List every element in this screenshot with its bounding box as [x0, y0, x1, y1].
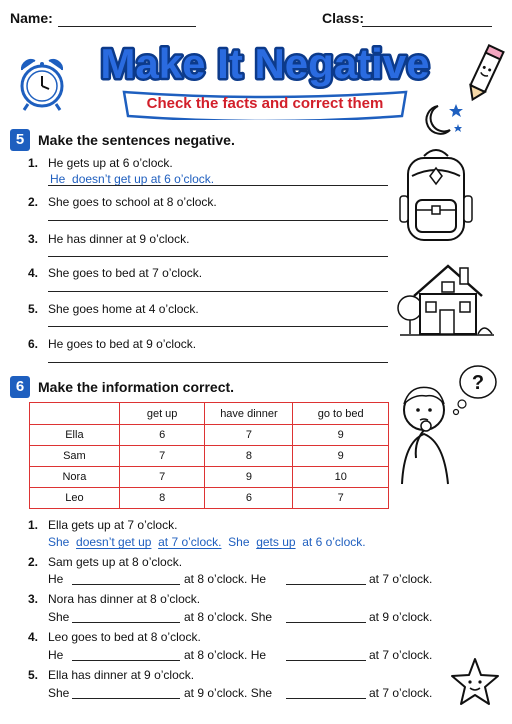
s6-item-4-e1: at 7 o’clock.: [369, 648, 433, 662]
s6-item-3-num: 3.: [28, 592, 39, 606]
table-cell: 8: [119, 488, 205, 509]
s5-item-5-text: She goes home at 4 o’clock.: [48, 302, 199, 316]
s6-item-4-text: Leo goes to bed at 8 o’clock.: [48, 630, 201, 644]
class-field[interactable]: [362, 26, 492, 27]
s6-item-5-text: Ella has dinner at 9 o’clock.: [48, 668, 195, 682]
s5-item-3-text: He has dinner at 9 o’clock.: [48, 232, 190, 246]
table-cell: 7: [119, 446, 205, 467]
title-banner: [70, 36, 460, 90]
house-icon: [396, 258, 496, 340]
s6-item-1-text: Ella gets up at 7 o’clock.: [48, 518, 178, 532]
s6-item-2-e1: at 7 o’clock.: [369, 572, 433, 586]
section-6-badge: 6: [10, 376, 30, 398]
table-header-row: [30, 403, 389, 425]
s6-item-2-blank-2[interactable]: [286, 584, 366, 585]
table-header-cell: get up: [119, 403, 205, 425]
thinking-boy-icon: [396, 362, 502, 486]
s6-item-1-answer: She doesn’t get up at 7 o’clock. She gets up at 6 o’clock.: [48, 535, 366, 549]
s6-item-3-p1: She: [48, 610, 70, 624]
s5-item-5-num: 5.: [28, 302, 39, 316]
s6-item-4-blank-1[interactable]: [72, 660, 180, 661]
s5-item-2-num: 2.: [28, 195, 39, 209]
s5-item-1-text: He gets up at 6 o’clock.: [48, 156, 173, 170]
alarm-clock-icon: [12, 52, 72, 114]
s5-item-1-num: 1.: [28, 156, 39, 170]
table-cell: 10: [293, 467, 389, 488]
s5-item-2-line[interactable]: [48, 220, 388, 221]
s6-item-4-m1: at 8 o’clock. He: [184, 648, 267, 662]
s5-item-3-num: 3.: [28, 232, 39, 246]
table-cell: 7: [119, 467, 205, 488]
s5-item-1-line[interactable]: [48, 185, 388, 186]
table-cell: 6: [205, 488, 293, 509]
svg-text:?: ?: [471, 372, 485, 394]
subtitle: Check the facts and correct them: [146, 95, 384, 112]
table-row: [30, 488, 389, 509]
table-cell: Leo: [30, 488, 120, 509]
s6-item-4-num: 4.: [28, 630, 39, 644]
section-6-title: Make the information correct.: [38, 379, 235, 395]
s6-item-2-blank-1[interactable]: [72, 584, 180, 585]
table-cell: 7: [293, 488, 389, 509]
title-main: Make It Negative: [100, 40, 430, 87]
section-5-badge: 5: [10, 129, 30, 151]
s5-item-4-text: She goes to bed at 7 o’clock.: [48, 266, 203, 280]
table-cell: 9: [293, 446, 389, 467]
table-cell: 9: [293, 425, 389, 446]
s5-item-4-line[interactable]: [48, 291, 388, 292]
s5-item-3-line[interactable]: [48, 256, 388, 257]
table-header-cell: [30, 403, 120, 425]
table-cell: 7: [205, 425, 293, 446]
s6-item-2-num: 2.: [28, 555, 39, 569]
s6-item-5-num: 5.: [28, 668, 39, 682]
pencil-icon: [462, 44, 506, 106]
table-row: [30, 467, 389, 488]
table-cell: Sam: [30, 446, 120, 467]
table-cell: 8: [205, 446, 293, 467]
s6-item-2-m1: at 8 o’clock. He: [184, 572, 267, 586]
s5-item-4-num: 4.: [28, 266, 39, 280]
section-5-title: Make the sentences negative.: [38, 132, 235, 148]
s6-item-5-e1: at 7 o’clock.: [369, 686, 433, 700]
star-icon: [448, 656, 502, 710]
s5-item-6-text: He goes to bed at 9 o’clock.: [48, 337, 197, 351]
s6-item-2-p1: He: [48, 572, 64, 586]
s6-item-5-m1: at 9 o’clock. She: [184, 686, 273, 700]
s6-item-4-blank-2[interactable]: [286, 660, 366, 661]
backpack-icon: [396, 146, 476, 246]
table-row: [30, 446, 389, 467]
s6-item-3-text: Nora has dinner at 8 o’clock.: [48, 592, 201, 606]
table-row: [30, 425, 389, 446]
s6-item-3-e1: at 9 o’clock.: [369, 610, 433, 624]
s6-item-5-blank-1[interactable]: [72, 698, 180, 699]
info-table: [29, 402, 389, 509]
s5-item-6-line[interactable]: [48, 362, 388, 363]
s6-item-3-blank-2[interactable]: [286, 622, 366, 623]
s5-item-2-text: She goes to school at 8 o’clock.: [48, 195, 217, 209]
table-header-cell: have dinner: [205, 403, 293, 425]
class-label: Class:: [322, 10, 365, 26]
s5-item-6-num: 6.: [28, 337, 39, 351]
table-header-cell: go to bed: [293, 403, 389, 425]
table-cell: 6: [119, 425, 205, 446]
table-cell: Nora: [30, 467, 120, 488]
table-cell: 9: [205, 467, 293, 488]
s6-item-3-blank-1[interactable]: [72, 622, 180, 623]
s5-item-5-line[interactable]: [48, 326, 388, 327]
s6-item-1-num: 1.: [28, 518, 39, 532]
s6-item-5-p1: She: [48, 686, 70, 700]
s5-item-1-answer: He doesn’t get up at 6 o’clock.: [50, 172, 215, 186]
name-field[interactable]: [58, 26, 196, 27]
s6-item-5-blank-2[interactable]: [286, 698, 366, 699]
s6-item-2-text: Sam gets up at 8 o’clock.: [48, 555, 183, 569]
s6-item-4-p1: He: [48, 648, 64, 662]
s6-item-3-m1: at 8 o’clock. She: [184, 610, 273, 624]
table-cell: Ella: [30, 425, 120, 446]
name-label: Name:: [10, 10, 53, 26]
moon-stars-icon: [418, 100, 466, 140]
